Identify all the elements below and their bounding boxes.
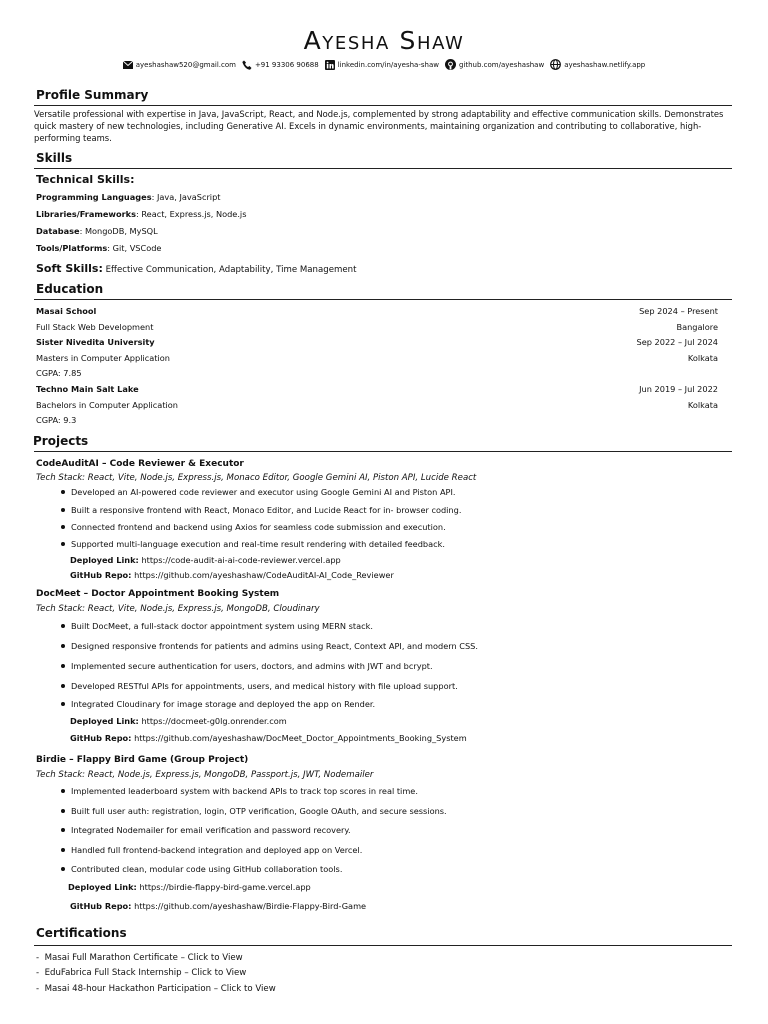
project-bullet: Developed an AI-powered code reviewer and executor using Google Gemini AI and Piston API. (71, 487, 456, 497)
envelope-icon (123, 61, 133, 69)
project-bullet: Implemented secure authentication for users, doctors, and admins with JWT and bcrypt. (71, 661, 433, 671)
profile-summary-heading: Profile Summary (36, 88, 149, 102)
phone-text: +91 93306 90688 (254, 60, 319, 69)
skills-heading: Skills (36, 151, 73, 165)
education-cgpa: CGPA: 9.3 (36, 415, 77, 425)
skill-line: Tools/Platforms: Git, VSCode (36, 243, 162, 253)
contact-github[interactable] (445, 59, 544, 70)
section-divider (34, 299, 732, 300)
education-location: Kolkata (687, 353, 718, 363)
skill-value: MongoDB, MySQL (84, 226, 158, 236)
skill-line: Database: MongoDB, MySQL (36, 226, 158, 236)
project-bullet: Contributed clean, modular code using GitHub collaboration tools. (71, 864, 343, 874)
certification-item[interactable]: - Masai 48-hour Hackathon Participation – Click to View (36, 984, 276, 994)
project-bullet: Implemented leaderboard system with backend APIs to track top scores in real time. (71, 786, 418, 796)
education-program: Bachelors in Computer Application (36, 400, 178, 410)
project-bullet: Built a responsive frontend with React, Monaco Editor, and Lucide React for in- browser coding. (71, 505, 462, 515)
certification-item[interactable]: - EduFabrica Full Stack Internship – Click to View (36, 968, 247, 978)
section-divider (34, 451, 732, 452)
skill-label: Programming Languages (36, 192, 152, 202)
project-tech-stack: Tech Stack: React, Vite, Node.js, Express.js, MongoDB, Cloudinary (36, 604, 320, 614)
project-bullet: Built DocMeet, a full-stack doctor appointment system using MERN stack. (71, 621, 373, 631)
certification-item[interactable]: - Masai Full Marathon Certificate – Click to View (36, 953, 243, 963)
skill-line: Libraries/Frameworks: React, Express.js, Node.js (36, 209, 247, 219)
project-bullet: Connected frontend and backend using Axios for seamless code submission and execution. (71, 522, 446, 532)
education-dates: Jun 2019 – Jul 2022 (639, 384, 718, 394)
section-divider (34, 105, 732, 106)
project-deployed-link[interactable]: Deployed Link: https://docmeet-g0lg.onrender.com (70, 716, 287, 726)
profile-summary-text: Versatile professional with expertise in Java, JavaScript, React, and Node.js, complemented by strong adaptability and effective communication skills. Demonstrates quick mastery of new technologies, including Generative AI. Excels in dynamic environments, maintaining organization and contributing to collaborative, high-performing teams. (34, 109, 724, 143)
section-divider (34, 168, 732, 169)
project-bullet: Developed RESTful APIs for appointments, users, and medical history with file upload support. (71, 681, 458, 691)
phone-icon (242, 60, 252, 70)
education-heading: Education (36, 282, 104, 296)
certifications-heading: Certifications (36, 926, 127, 940)
education-dates: Sep 2022 – Jul 2024 (636, 337, 718, 347)
project-title: Birdie – Flappy Bird Game (Group Project) (36, 755, 249, 765)
resume-name: Ayesha Shaw (303, 26, 465, 55)
skill-value: Git, VSCode (112, 243, 162, 253)
contact-website[interactable] (550, 59, 645, 70)
contact-bar (0, 59, 768, 70)
projects-heading: Projects (33, 434, 89, 448)
soft-skills-line (36, 262, 356, 275)
website-text: ayeshashaw.netlify.app (564, 60, 646, 69)
project-bullet: Designed responsive frontends for patients and admins using React, Context API, and modern CSS. (71, 641, 478, 651)
email-text: ayeshashaw520@gmail.com (135, 60, 236, 69)
github-text: github.com/ayeshashaw (458, 60, 545, 69)
education-program: Full Stack Web Development (36, 322, 154, 332)
project-repo-link[interactable]: GitHub Repo: https://github.com/ayeshashaw/CodeAuditAI-AI_Code_Reviewer (70, 570, 394, 580)
education-school: Masai School (36, 306, 97, 316)
project-bullet: Handled full frontend-backend integration and deployed app on Vercel. (71, 845, 363, 855)
section-divider (34, 945, 732, 946)
project-bullet: Supported multi-language execution and real-time result rendering with detailed feedback. (71, 539, 445, 549)
project-repo-link[interactable]: GitHub Repo: https://github.com/ayeshashaw/Birdie-Flappy-Bird-Game (70, 901, 367, 911)
education-cgpa: CGPA: 7.85 (36, 368, 82, 378)
globe-icon (550, 59, 561, 70)
contact-email[interactable] (123, 61, 236, 69)
skill-value: React, Express.js, Node.js (141, 209, 247, 219)
linkedin-text: linkedin.com/in/ayesha-shaw (337, 60, 439, 69)
project-title: DocMeet – Doctor Appointment Booking System (36, 589, 280, 599)
linkedin-icon (325, 60, 335, 70)
project-repo-link[interactable]: GitHub Repo: https://github.com/ayeshashaw/DocMeet_Doctor_Appointments_Booking_System (70, 733, 467, 743)
contact-linkedin[interactable] (325, 60, 439, 70)
education-school: Techno Main Salt Lake (36, 384, 139, 394)
education-location: Kolkata (687, 400, 718, 410)
project-tech-stack: Tech Stack: React, Vite, Node.js, Express.js, Monaco Editor, Google Gemini AI, Piston API, Lucide React (36, 473, 477, 483)
skill-label: Libraries/Frameworks (36, 209, 136, 219)
soft-skills-label: Soft Skills: (36, 262, 103, 275)
project-deployed-link[interactable]: Deployed Link: https://code-audit-ai-ai-code-reviewer.vercel.app (70, 555, 341, 565)
project-bullet: Integrated Cloudinary for image storage and deployed the app on Render. (71, 699, 376, 709)
education-program: Masters in Computer Application (36, 353, 170, 363)
skill-label: Database (36, 226, 80, 236)
github-icon (445, 59, 456, 70)
project-bullet: Built full user auth: registration, login, OTP verification, Google OAuth, and secure sessions. (71, 806, 447, 816)
skill-value: Java, JavaScript (156, 192, 221, 202)
contact-phone[interactable] (242, 60, 319, 70)
skill-line: Programming Languages: Java, JavaScript (36, 192, 221, 202)
project-deployed-link[interactable]: Deployed Link: https://birdie-flappy-bird-game.vercel.app (68, 882, 311, 892)
project-tech-stack: Tech Stack: React, Node.js, Express.js, MongoDB, Passport.js, JWT, Nodemailer (36, 770, 374, 780)
soft-skills-value: Effective Communication, Adaptability, Time Management (105, 265, 357, 275)
education-location: Bangalore (676, 322, 718, 332)
project-title: CodeAuditAI – Code Reviewer & Executor (36, 459, 244, 469)
skill-label: Tools/Platforms (36, 243, 108, 253)
education-dates: Sep 2024 – Present (639, 306, 718, 316)
technical-skills-heading: Technical Skills: (36, 173, 135, 186)
education-school: Sister Nivedita University (36, 337, 155, 347)
project-bullet: Integrated Nodemailer for email verification and password recovery. (71, 825, 351, 835)
